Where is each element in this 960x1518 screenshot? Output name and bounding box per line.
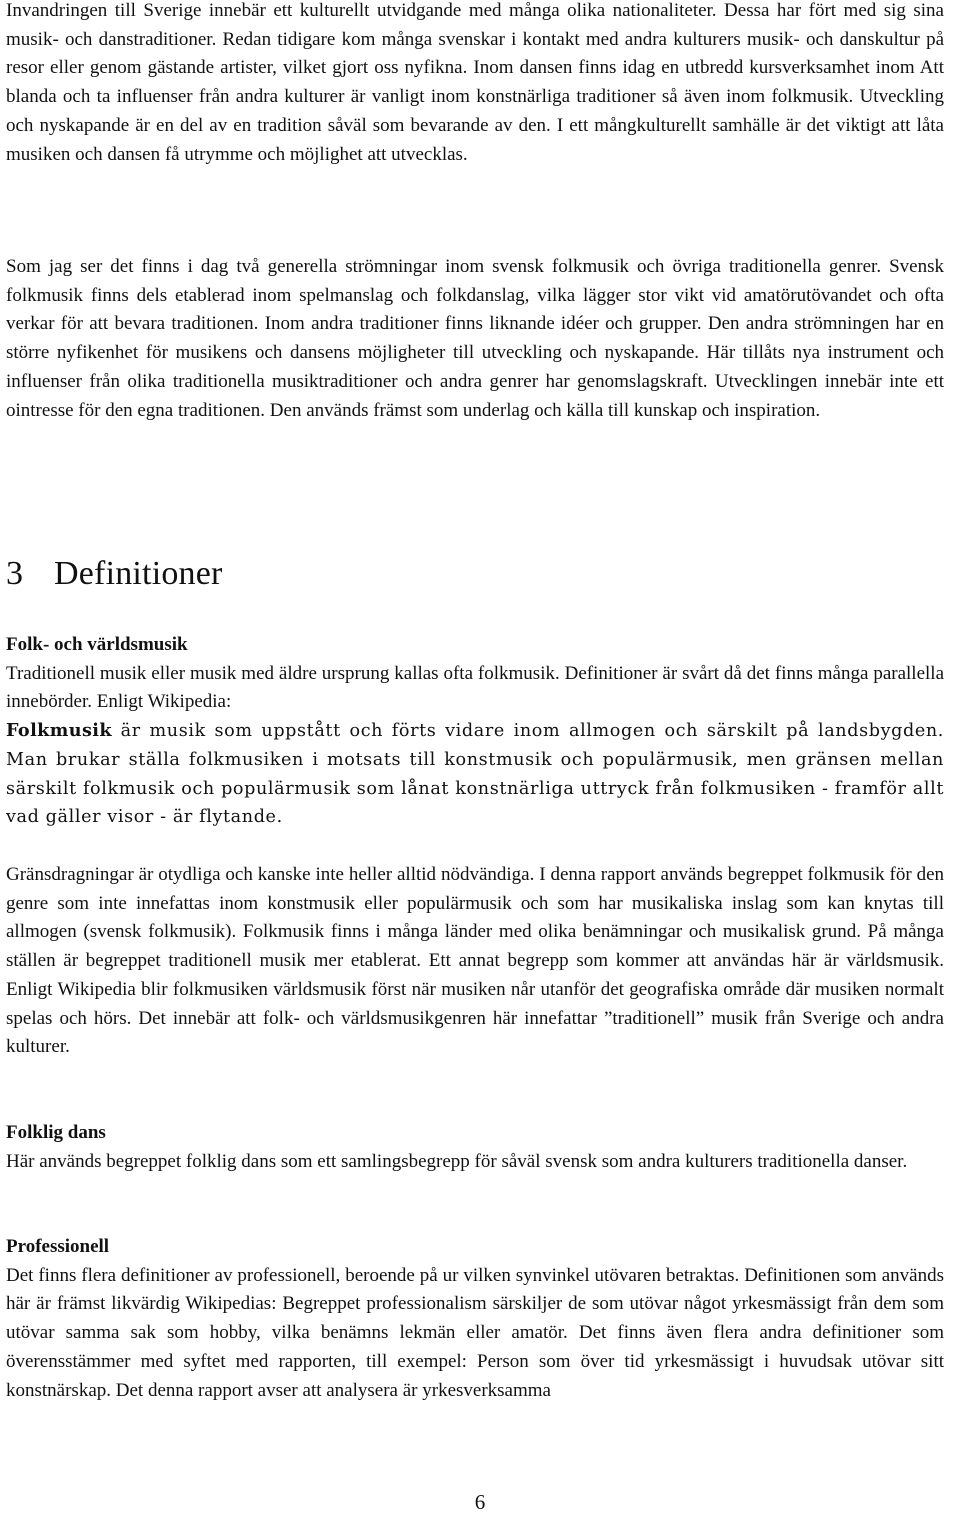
section-number: 3 xyxy=(6,555,24,592)
paragraph-gransdragningar: Gränsdragningar är otydliga och kanske inte heller alltid nödvändiga. I denna rapport används begreppet folkmusik för den genre som inte innefattas inom konstmusik eller populärmusik och som har musikaliska inslag som kan knytas till allmogen (svensk folkmusik). Folkmusik finns i många länder med olika benämningar och musikalisk grund. På många ställen är begreppet traditionell musik mer etablerat. Ett annat begrepp som kommer att användas här är världsmusik. Enligt Wikipedia blir folkmusiken världsmusik först när musiken når utanför det geografiska område där musiken normalt spelas och hörs. Det innebär att folk- och världsmusikgenren här innefattar ”traditionell” musik från Sverige och andra kulturer. xyxy=(6,864,944,1058)
document-page xyxy=(6,0,944,1518)
paragraph-two-streams: Som jag ser det finns i dag två generella strömningar inom svensk folkmusik och övriga traditionella genrer. Svensk folkmusik finns dels etablerad inom spelmanslag och folkdanslag, vilka lägger stor vikt vid amatörutövandet och ofta verkar för att bevara traditionen. Inom andra traditioner finns liknande idéer och grupper. Den andra strömningen har en större nyfikenhet för musikens och dansens möjligheter till utveckling och nyskapande. Här tillåts nya instrument och influenser från olika traditionella musiktraditioner och andra genrer har genomslagskraft. Utvecklingen innebär inte ett ointresse för den egna traditionen. Den används främst som underlag och källa till kunskap och inspiration. xyxy=(6,256,944,421)
professionell-text: Det finns flera definitioner av professionell, beroende på ur vilken synvinkel utövaren betraktas. Definitionen som används här är främst likvärdig Wikipedias: Begreppet professionalism särskiljer de som utövar något yrkesmässigt från dem som utövar samma sak som hobby, vilka benämns lekmän eller amatör. Det finns även flera andra definitioner som överensstämmer med syftet med rapporten, till exempel: Person som över tid yrkesmässigt i huvudsak utövar sitt konstnärskap. Det denna rapport avser att analysera är yrkesverksamma xyxy=(6,1264,944,1401)
folk-definition-block xyxy=(6,631,944,832)
wiki-text: är musik som uppstått och förts vidare inom allmogen och särskilt på landsbygden. Man brukar ställa folkmusiken i motsats till konstmusik och populärmusik, men gränsen mellan särskilt folkmusik och populärmusik som lånat konstnärliga uttryck från folkmusiken - framför allt vad gäller visor - är flytande. xyxy=(6,721,944,828)
folk-intro-text: Traditionell musik eller musik med äldre ursprung kallas ofta folkmusik. Definitioner är svårt då det finns många parallella innebörder. Enligt Wikipedia: xyxy=(6,662,944,713)
wiki-term: Folkmusik xyxy=(6,720,112,742)
folklig-dans-subheading: Folklig dans xyxy=(6,1122,106,1143)
professionell-subheading: Professionell xyxy=(6,1236,110,1257)
folklig-dans-text: Här används begreppet folklig dans som ett samlingsbegrepp för såväl svensk som andra kulturers traditionella danser. xyxy=(6,1150,908,1172)
folklig-dans-block xyxy=(6,1119,944,1176)
page-number: 6 xyxy=(474,1490,486,1514)
wikipedia-quote xyxy=(6,717,944,832)
section-title: Definitioner xyxy=(54,555,223,592)
professionell-block xyxy=(6,1233,944,1405)
folk-subheading: Folk- och världsmusik xyxy=(6,634,188,655)
section-heading xyxy=(6,552,223,596)
paragraph-intro: Invandringen till Sverige innebär ett kulturellt utvidgande med många olika nationaliteter. Dessa har fört med sig sina musik- och danstraditioner. Redan tidigare kom många svenskar i kontakt med andra kulturers musik- och danskultur på resor eller genom gästande artister, vilket gjort oss nyfikna. Inom dansen finns idag en utbredd kursverksamhet inom Att blanda och ta influenser från andra kulturer är vanligt inom konstnärliga traditioner så även inom folkmusik. Utveckling och nyskapande är en del av en tradition såväl som bevarande av den. I ett mångkulturellt samhälle är det viktigt att låta musiken och dansen få utrymme och möjlighet att utvecklas. xyxy=(6,0,944,165)
